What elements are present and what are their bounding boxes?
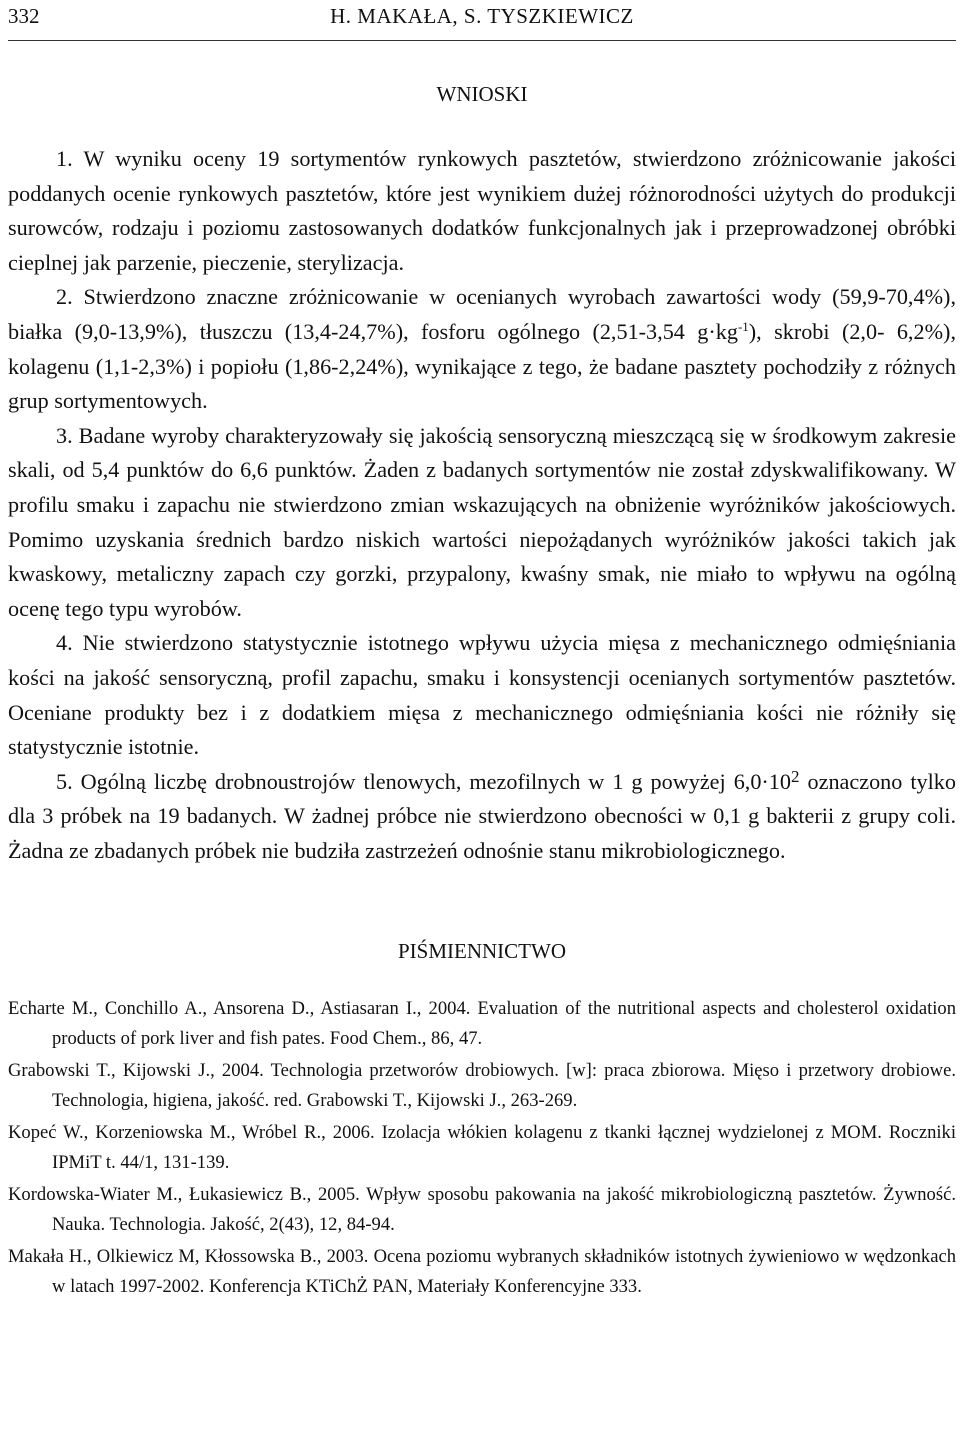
conclusion-paragraph [8, 626, 956, 764]
conclusion-text: ), skrobi (2,0- 6,2%), kolagenu (1,1-2,3%) i popiołu (1,86-2,24%), wynikające z tego, że badane pasztety pochodziły z różnych grup sortymentowych. [8, 318, 956, 414]
conclusion-text: 2. Stwierdzono znaczne zróżnicowanie w ocenianych wyrobach zawartości wody (59,9-70,4%), białka (9,0-13,9%), tłuszczu (13,4-24,7%), fosforu ogólnego (2,51-3,54 g·kg [8, 284, 956, 344]
page-number: 332 [8, 4, 40, 28]
conclusion-paragraph [8, 765, 956, 869]
conclusion-text: 1. W wyniku oceny 19 sortymentów rynkowych pasztetów, stwierdzono zróżnicowanie jakości poddanych ocenie rynkowych pasztetów, które jest wynikiem dużej różnorodności użytych do produkcji surowców, rodzaju i poziomu zastosowanych dodatków funkcjonalnych jak i przeprowadzonej obróbki cieplnej jak parzenie, pieczenie, sterylizacja. [8, 146, 956, 275]
conclusion-text: 5. Ogólną liczbę drobnoustrojów tlenowych, mezofilnych w 1 g powyżej 6,0·10 [56, 768, 791, 794]
reference-entry: Kordowska-Wiater M., Łukasiewicz B., 2005. Wpływ sposobu pakowania na jakość mikrobiologiczną pasztetów. Żywność. Nauka. Technologia. Jakość, 2(43), 12, 84-94. [8, 1184, 956, 1236]
references-list [8, 994, 956, 1302]
reference-entry: Kopeć W., Korzeniowska M., Wróbel R., 2006. Izolacja włókien kolagenu z tkanki łącznej wydzielonej z MOM. Roczniki IPMiT t. 44/1, 131-139. [8, 1122, 956, 1174]
running-header-authors: H. MAKAŁA, S. TYSZKIEWICZ [330, 4, 634, 28]
conclusion-paragraph [8, 142, 956, 280]
unit-exponent: -1 [737, 319, 749, 335]
running-header [8, 0, 956, 41]
reference-entry: Echarte M., Conchillo A., Ansorena D., Astiasaran I., 2004. Evaluation of the nutritional aspects and cholesterol oxidation products of pork liver and fish pates. Food Chem., 86, 47. [8, 998, 956, 1050]
reference-entry: Makała H., Olkiewicz M, Kłossowska B., 2003. Ocena poziomu wybranych składników istotnych żywieniowo w wędzonkach w latach 1997-2002. Konferencja KTiChŻ PAN, Materiały Konferencyjne 333. [8, 1246, 956, 1298]
conclusion-text: oznaczono tylko dla 3 próbek na 19 badanych. W żadnej próbce nie stwierdzono obecności w 0,1 g bakterii z grupy coli. Żadna ze zbadanych próbek nie budziła zastrzeżeń odnośnie stanu mikrobiologicznego. [8, 768, 956, 863]
document-page [8, 0, 956, 1304]
reference-entry: Grabowski T., Kijowski J., 2004. Technologia przetworów drobiowych. [w]: praca zbiorowa. Mięso i przetwory drobiowe. Technologia, higiena, jakość. red. Grabowski T., Kijowski J., 263-269. [8, 1060, 956, 1112]
power-exponent: 2 [791, 766, 800, 786]
references-heading: PIŚMIENNICTWO [398, 939, 566, 964]
conclusions-section [8, 142, 956, 868]
conclusion-text: 3. Badane wyroby charakteryzowały się jakością sensoryczną mieszczącą się w środkowym zakresie skali, od 5,4 punktów do 6,6 punktów. Żaden z badanych sortymentów nie został zdyskwalifikowany. W profilu smaku i zapachu nie stwierdzono zmian wskazujących na obniżenie wyróżników jakościowych. Pomimo uzyskania średnich bardzo niskich wartości niepożądanych wyróżników jakości takich jak kwaskowy, metaliczny zapach czy gorzki, przypalony, kwaśny smak, nie miało to wpływu na ogólną ocenę tego typu wyrobów. [8, 422, 956, 621]
conclusion-paragraph [8, 419, 956, 627]
conclusion-text: 4. Nie stwierdzono statystycznie istotnego wpływu użycia mięsa z mechanicznego odmięśniania kości na jakość sensoryczną, profil zapachu, smaku i konsystencji ocenianych sortymentów pasztetów. Oceniane produkty bez i z dodatkiem mięsa z mechanicznego odmięśniania kości nie różniły się statystycznie istotnie. [8, 630, 956, 760]
conclusions-heading: WNIOSKI [436, 82, 528, 106]
conclusion-paragraph [8, 280, 956, 418]
